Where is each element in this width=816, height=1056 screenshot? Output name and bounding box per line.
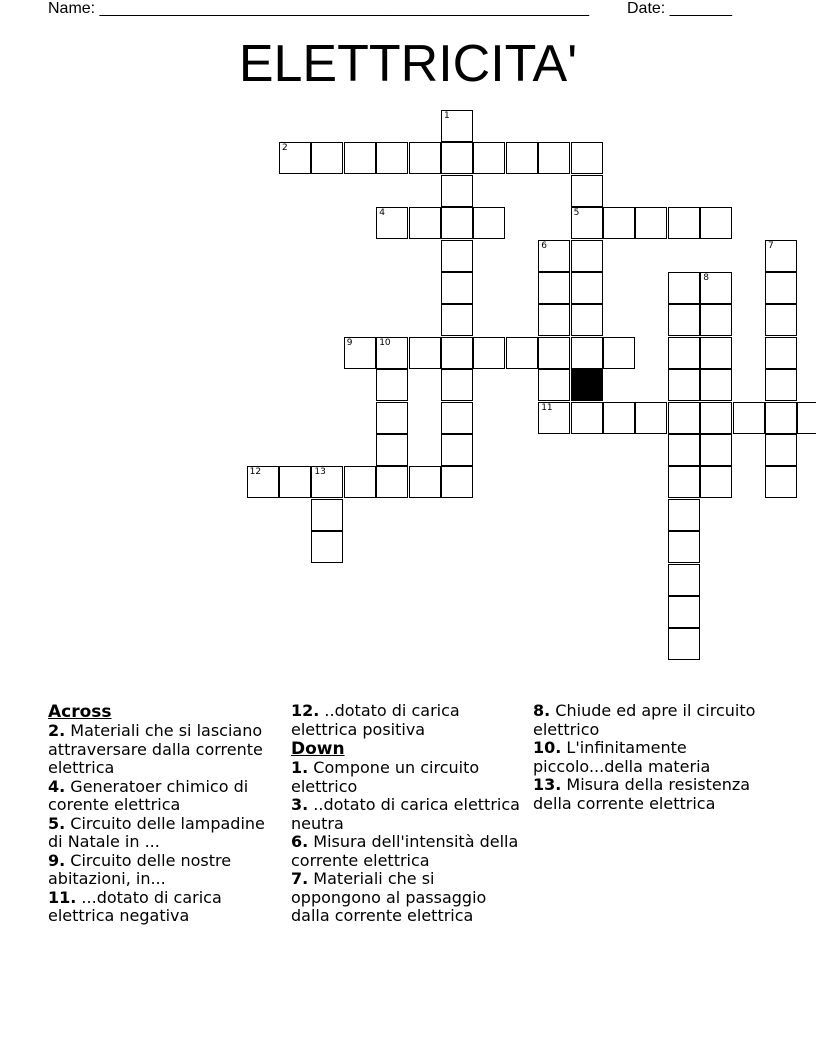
grid-cell[interactable] (635, 207, 667, 239)
clue-number: 12 (249, 467, 262, 478)
grid-cell[interactable] (441, 304, 473, 336)
down-clue (533, 702, 769, 739)
page-title: ELETTRICITA' (238, 35, 578, 93)
grid-cell[interactable] (409, 337, 441, 369)
clue-number: 1 (444, 111, 450, 121)
grid-cell[interactable] (441, 142, 473, 174)
grid-cell[interactable] (668, 402, 700, 434)
grid-cell[interactable] (441, 369, 473, 401)
grid-cell[interactable] (506, 142, 538, 174)
clue-text: ...dotato di carica elettrica negativa (48, 887, 222, 925)
down-clue (533, 776, 769, 813)
grid-cell[interactable] (668, 628, 700, 660)
grid-cell[interactable] (311, 499, 343, 531)
across-clue (48, 722, 284, 778)
grid-cell[interactable] (441, 466, 473, 498)
grid-cell[interactable] (311, 142, 343, 174)
grid-cell[interactable] (376, 466, 408, 498)
down-clue (291, 796, 527, 833)
grid-cell[interactable] (279, 142, 311, 174)
grid-cell[interactable] (635, 402, 667, 434)
grid-cell[interactable] (603, 337, 635, 369)
grid-cell[interactable] (571, 402, 603, 434)
grid-cell[interactable] (668, 369, 700, 401)
grid-cell[interactable] (700, 434, 732, 466)
clue-text: Misura della resistenza della corrente elettrica (533, 775, 751, 813)
clue-num: 11. (48, 887, 77, 907)
clue-text: Circuito delle lampadine di Natale in ... (48, 813, 265, 851)
clue-text: ..dotato di carica elettrica neutra (291, 795, 520, 833)
grid-cell[interactable] (668, 564, 700, 596)
grid-cell[interactable] (700, 272, 732, 304)
grid-cell[interactable] (700, 369, 732, 401)
grid-cell[interactable] (571, 240, 603, 272)
grid-cell[interactable] (700, 337, 732, 369)
clue-num: 5. (48, 813, 66, 833)
grid-cell[interactable] (668, 499, 700, 531)
clue-num: 8. (533, 701, 551, 720)
grid-cell[interactable] (571, 272, 603, 304)
grid-cell[interactable] (311, 531, 343, 563)
clue-number: 4 (379, 208, 385, 219)
down-clue (291, 759, 527, 796)
clues-column-1 (48, 702, 284, 926)
grid-cell[interactable] (668, 466, 700, 498)
clue-number: 5 (573, 208, 580, 219)
across-clue (48, 852, 284, 889)
grid-cell[interactable] (376, 142, 408, 174)
grid-cell[interactable] (668, 531, 700, 563)
date-blank: _______ (669, 0, 732, 17)
grid-cell[interactable] (409, 466, 441, 498)
grid-cell[interactable] (700, 207, 732, 239)
clue-num: 3. (291, 795, 309, 814)
across-clue (48, 889, 284, 926)
clue-text: L'infinitamente piccolo...della materia (533, 738, 711, 776)
grid-cell[interactable] (376, 434, 408, 466)
grid-cell[interactable] (765, 304, 797, 336)
clue-text: Materiali che si lasciano attraversare dalla corrente elettrica (48, 721, 263, 777)
grid-cell[interactable] (668, 596, 700, 628)
clue-num: 2. (48, 721, 66, 740)
grid-cell[interactable] (700, 466, 732, 498)
down-clue (291, 870, 527, 926)
grid-cell[interactable] (571, 304, 603, 336)
grid-cell[interactable] (765, 402, 797, 434)
grid-cell[interactable] (571, 337, 603, 369)
grid-cell[interactable] (538, 402, 570, 434)
clue-number: 11 (541, 402, 553, 413)
clue-number: 10 (379, 337, 391, 348)
across-heading: Across (48, 702, 112, 722)
grid-cell[interactable] (473, 207, 505, 239)
grid-cell[interactable] (376, 369, 408, 401)
clue-num: 1. (291, 758, 309, 777)
grid-cell[interactable] (668, 434, 700, 466)
grid-cell[interactable] (765, 272, 797, 304)
clues-column-3 (533, 702, 769, 813)
grid-cell[interactable] (538, 272, 570, 304)
grid-cell[interactable] (538, 304, 570, 336)
grid-cell[interactable] (441, 402, 473, 434)
grid-cell[interactable] (506, 337, 538, 369)
clue-text: Generatoer chimico di corente elettrica (48, 776, 249, 814)
grid-cell[interactable] (441, 434, 473, 466)
grid-cell[interactable] (668, 207, 700, 239)
grid-cell[interactable] (765, 434, 797, 466)
grid-cell[interactable] (668, 272, 700, 304)
grid-cell[interactable] (700, 304, 732, 336)
grid-cell[interactable] (441, 110, 473, 142)
clue-text: Materiali che si oppongono al passaggio dalla corrente elettrica (291, 869, 487, 925)
clue-text: Circuito delle nostre abitazioni, in... (48, 850, 232, 888)
clue-num: 13. (533, 775, 562, 794)
black-cell (571, 369, 603, 401)
name-label: Name: (48, 0, 100, 17)
grid-cell[interactable] (441, 207, 473, 239)
grid-cell[interactable] (538, 142, 570, 174)
grid-cell[interactable] (700, 402, 732, 434)
grid-cell[interactable] (473, 337, 505, 369)
grid-cell[interactable] (571, 207, 603, 239)
clue-num: 7. (291, 869, 309, 888)
clue-number: 2 (282, 143, 288, 154)
grid-cell[interactable] (668, 337, 700, 369)
grid-cell[interactable] (441, 272, 473, 304)
grid-cell[interactable] (603, 402, 635, 434)
grid-cell[interactable] (733, 402, 765, 434)
clue-text: Chiude ed apre il circuito elettrico (533, 701, 756, 739)
grid-cell[interactable] (409, 142, 441, 174)
across-clue (48, 778, 284, 815)
clue-text: ..dotato di carica elettrica positiva (291, 701, 460, 739)
clue-number: 9 (346, 337, 353, 348)
date-label: Date: (627, 0, 670, 17)
clue-number: 8 (703, 273, 709, 283)
grid-cell[interactable] (279, 466, 311, 498)
clue-num: 12. (291, 701, 320, 720)
clue-num: 4. (48, 776, 66, 796)
grid-cell[interactable] (311, 466, 343, 498)
grid-cell[interactable] (765, 466, 797, 498)
grid-cell[interactable] (668, 304, 700, 336)
across-clue (291, 702, 527, 739)
clue-num: 6. (291, 832, 309, 851)
grid-cell[interactable] (538, 337, 570, 369)
clues-column-2 (291, 702, 527, 926)
down-clue (291, 833, 527, 870)
grid-cell[interactable] (538, 369, 570, 401)
clue-number: 13 (314, 467, 326, 478)
grid-cell[interactable] (571, 175, 603, 207)
grid-cell[interactable] (247, 466, 279, 498)
grid-cell[interactable] (376, 337, 408, 369)
grid-cell[interactable] (376, 207, 408, 239)
clue-num: 10. (533, 738, 562, 757)
grid-cell[interactable] (441, 175, 473, 207)
grid-cell[interactable] (344, 142, 376, 174)
grid-cell[interactable] (441, 240, 473, 272)
grid-cell[interactable] (473, 142, 505, 174)
grid-cell[interactable] (376, 402, 408, 434)
grid-cell[interactable] (344, 466, 376, 498)
down-heading: Down (291, 739, 345, 759)
down-clue (533, 739, 769, 776)
grid-cell[interactable] (797, 402, 816, 434)
grid-cell[interactable] (603, 207, 635, 239)
grid-cell[interactable] (409, 207, 441, 239)
grid-cell[interactable] (765, 369, 797, 401)
clue-num: 9. (48, 850, 66, 870)
name-blank: _______________________________________________________ (99, 0, 589, 17)
clue-text: Misura dell'intensità della corrente elettrica (291, 832, 519, 870)
clue-number: 6 (541, 240, 547, 251)
clue-number: 7 (768, 240, 774, 251)
grid-cell[interactable] (538, 240, 570, 272)
grid-cell[interactable] (571, 142, 603, 174)
grid-cell[interactable] (441, 337, 473, 369)
clue-text: Compone un circuito elettrico (291, 758, 480, 796)
across-clue (48, 815, 284, 852)
grid-cell[interactable] (765, 240, 797, 272)
grid-cell[interactable] (344, 337, 376, 369)
grid-cell[interactable] (765, 337, 797, 369)
